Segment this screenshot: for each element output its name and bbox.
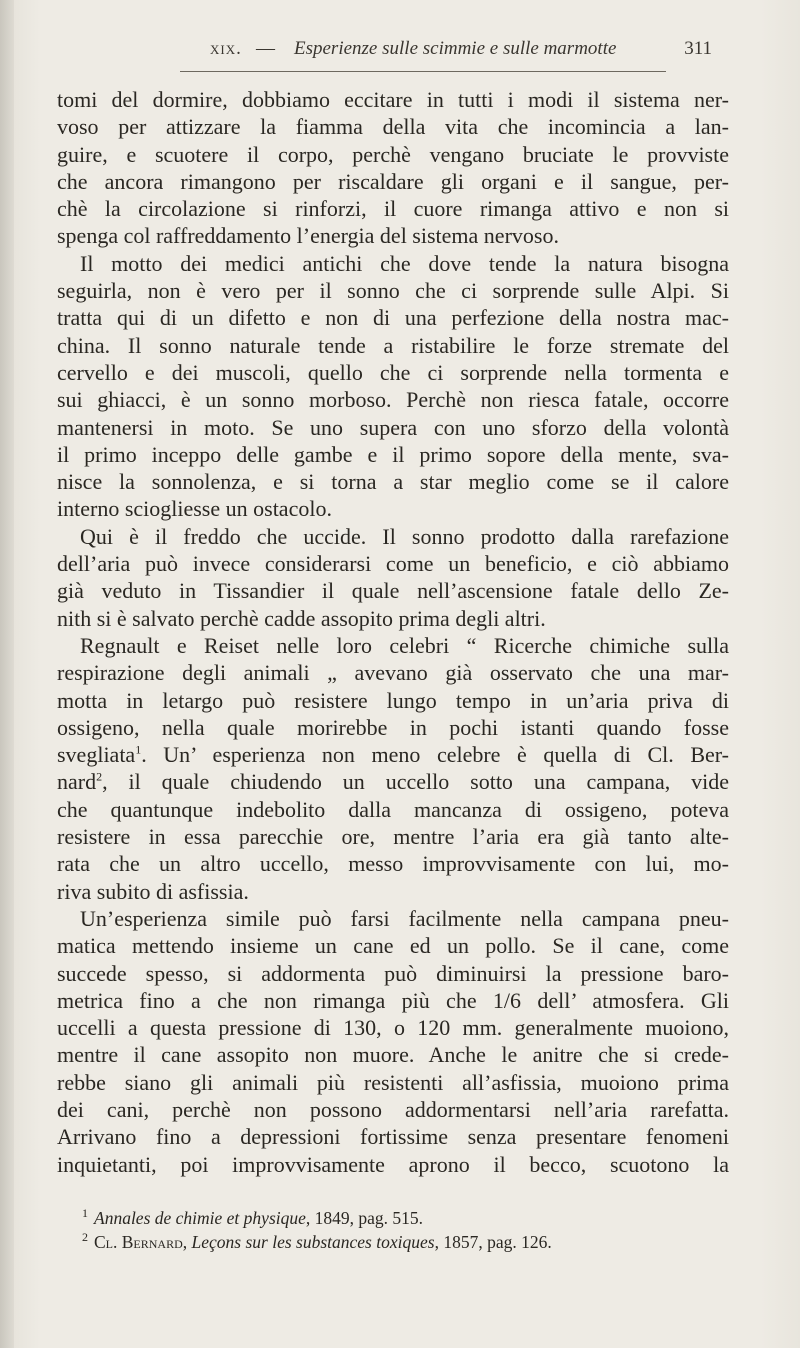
text-line: rebbe siano gli animali più resistenti all’asfissia, muoiono prima (57, 1069, 729, 1095)
body-text (57, 86, 729, 1178)
fraction: 1/6 (492, 987, 522, 1013)
text-line: spenga col raffreddamento l’energia del sistema nervoso. (57, 223, 559, 249)
footnote-title: Leçons sur les substances toxiques (191, 1232, 435, 1252)
header-rule (180, 71, 666, 72)
text-line: Un’esperienza simile può farsi facilmente nella campana pneu- (80, 905, 729, 931)
text-fragment: nard (57, 769, 97, 795)
text-line: già veduto in Tissandier il quale nell’ascensione fatale dello Ze- (57, 578, 729, 604)
text-fragment: dell’ atmosfera. Gli (537, 987, 729, 1013)
text-line: guire, e scuotere il corpo, perchè vengano bruciate le provviste (57, 141, 729, 167)
footnote-details: , 1857, pag. 126. (434, 1232, 552, 1252)
text-fragment: metrica fino a che non rimanga più che (57, 987, 477, 1013)
text-line: china. Il sonno naturale tende a ristabilire le forze stremate del (57, 332, 729, 358)
text-line: mentre il cane assopito non muore. Anche le anitre che si crede- (57, 1042, 729, 1068)
text-line: Regnault e Reiset nelle loro celebri “ Ricerche chimiche sulla (80, 632, 729, 658)
text-line: mantenersi in moto. Se uno supera con uno sforzo della volontà (57, 414, 729, 440)
footnote-ref-1: 1 (135, 742, 142, 757)
text-line: respirazione degli animali „ avevano già osservato che una mar- (57, 660, 729, 686)
footnote-title: Annales de chimie et physique (94, 1208, 306, 1228)
text-line (57, 987, 729, 1014)
text-line: tratta qui di un difetto e non di una perfezione della nostra mac- (57, 305, 729, 331)
text-line: tomi del dormire, dobbiamo eccitare in tutti i modi il sistema ner- (57, 87, 729, 112)
footnotes (82, 1206, 722, 1254)
text-line: resistere in essa parecchie ore, mentre l’aria era già tanto alte- (57, 824, 729, 850)
text-line: chè la circolazione si rinforzi, il cuore rimanga attivo e non si (57, 196, 729, 222)
text-line: svegliata$^1$. Un’ esperienza non meno celebre è quella di Cl. Ber- (57, 742, 729, 768)
text-line: interno sciogliesse un ostacolo. (57, 496, 332, 522)
text-line: il primo inceppo delle gambe e il primo sopore della mente, sva- (57, 441, 729, 467)
text-fragment: svegliata (57, 742, 136, 768)
text-line: voso per attizzare la fiamma della vita che incomincia a lan- (57, 114, 729, 140)
text-line: nith si è salvato perchè cadde assopito prima degli altri. (57, 605, 546, 631)
text-fragment: Un’ esperienza non meno celebre è quella di Cl. Ber- (163, 742, 729, 768)
text-line: inquietanti, poi improvvisamente aprono il becco, scuotono la (57, 1151, 729, 1177)
text-line: cervello e dei muscoli, quello che ci sorprende nella tormenta e (57, 359, 729, 385)
text-line: succede spesso, si addormenta può diminuirsi la pressione baro- (57, 960, 729, 986)
running-head (100, 38, 720, 68)
text-line: che ancora rimangono per riscaldare gli organi e il sangue, per- (57, 168, 729, 194)
footnote-mark: 1 (82, 1206, 88, 1221)
text-line: ossigeno, nella quale morirebbe in pochi istanti quando fosse (57, 714, 729, 740)
text-fragment: , il quale chiudendo un uccello sotto una campana, vide (102, 769, 729, 795)
text-line: motta in letargo può resistere lungo tempo in un’aria priva di (57, 687, 729, 713)
text-line (57, 768, 729, 795)
text-line: uccelli a questa pressione di 130, o 120 mm. generalmente muoiono, (57, 1015, 729, 1041)
text-line: Il motto dei medici antichi che dove tende la natura bisogna (80, 250, 729, 276)
footnote-1 (82, 1206, 722, 1230)
text-line: riva subito di asfissia. (57, 878, 249, 904)
text-line: nisce la sonnolenza, e si torna a star meglio come se il calore (57, 469, 729, 495)
chapter-number: xix. (210, 38, 242, 59)
footnote-author: Cl. Bernard (94, 1232, 183, 1252)
text-line: che quantunque indebolito dalla mancanza di ossigeno, poteva (57, 796, 729, 822)
text-line: Arrivano fino a depressioni fortissime senza presentare fenomeni (57, 1124, 729, 1150)
footnote-2 (82, 1230, 722, 1254)
text-line: rata che un altro uccello, messo improvvisamente con lui, mo- (57, 851, 729, 877)
text-line: dell’aria può invece considerarsi come un beneficio, e ciò abbiamo (57, 551, 729, 577)
running-head-title: Esperienze sulle scimmie e sulle marmotte (294, 38, 617, 59)
footnote-ref-2: 2 (96, 770, 103, 785)
footnote-separator: , (182, 1232, 192, 1252)
page-binding-edge (0, 0, 14, 1348)
footnote-details: , 1849, pag. 515. (305, 1208, 424, 1228)
page-number: 311 (684, 38, 712, 59)
footnote-mark: 2 (82, 1230, 88, 1245)
text-line: seguirla, non è vero per il sonno che ci sorprende sulle Alpi. Si (57, 278, 729, 304)
text-line: dei cani, perchè non possono addormentarsi nell’aria rarefatta. (57, 1096, 729, 1122)
text-line: Qui è il freddo che uccide. Il sonno prodotto dalla rarefazione (80, 523, 729, 549)
text-line: sui ghiacci, è un sonno morboso. Perchè non riesca fatale, occorre (57, 387, 729, 413)
running-head-dash: — (256, 38, 275, 59)
text-line: matica mettendo insieme un cane ed un pollo. Se il cane, come (57, 933, 729, 959)
